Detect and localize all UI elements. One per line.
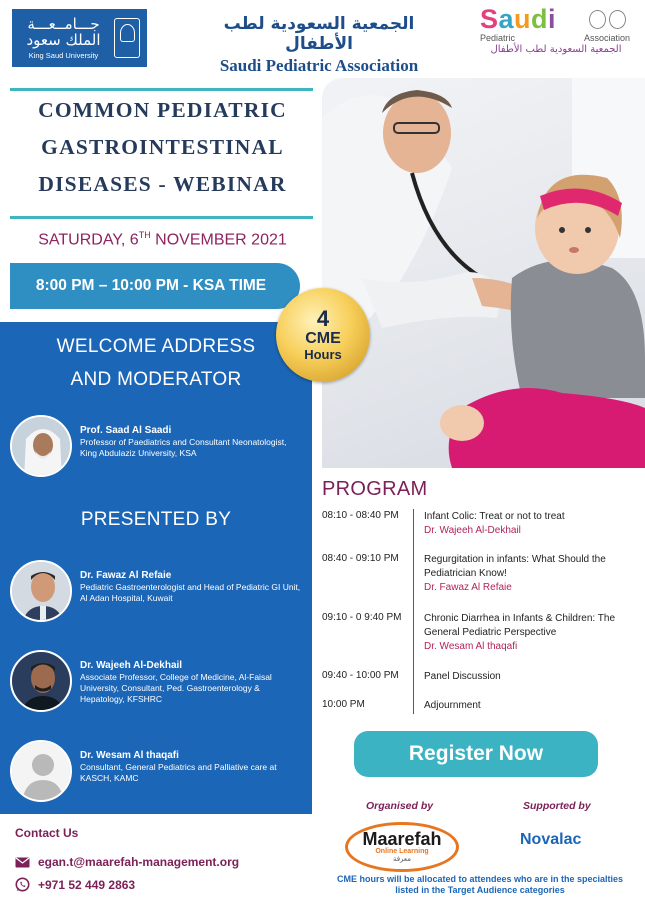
program-topic: Panel Discussion — [424, 671, 501, 682]
contact-email[interactable]: egan.t@maarefah-management.org — [38, 855, 240, 869]
title-top-rule — [10, 88, 313, 91]
moderator-name: Prof. Saad Al Saadi — [80, 425, 172, 436]
cme-label: CME — [305, 330, 341, 347]
event-date: SATURDAY, 6TH NOVEMBER 2021 — [38, 230, 287, 249]
program-topic: Adjournment — [424, 700, 481, 711]
supported-by-label: Supported by — [523, 800, 591, 812]
association-arabic: الجمعية السعودية لطب الأطفال — [223, 14, 415, 54]
welcome-heading-line: WELCOME ADDRESS — [56, 336, 256, 357]
event-title-line: DISEASES - WEBINAR — [38, 172, 287, 196]
ksu-emblem-icon — [114, 18, 140, 58]
cme-hours-badge — [276, 288, 370, 382]
moderator-description: Professor of Paediatrics and Consultant Neonatologist, King Abdulaziz University, KSA — [80, 437, 287, 458]
maarefah-logo — [345, 822, 459, 872]
moderator-card — [10, 415, 305, 477]
spa-logo — [480, 4, 632, 70]
program-time: 10:00 PM — [322, 699, 365, 710]
avatar — [10, 415, 72, 477]
whatsapp-icon — [15, 877, 30, 892]
speakers-panel — [0, 322, 312, 814]
children-faces-icon — [589, 10, 626, 29]
contact-phone-row[interactable] — [15, 877, 135, 892]
presenter-name: Dr. Wajeeh Al-Dekhail — [80, 660, 183, 671]
spa-logo-arabic: الجمعية السعودية لطب الأطفال — [490, 44, 622, 55]
program-time: 09:40 - 10:00 PM — [322, 670, 399, 681]
event-title-line: GASTROINTESTINAL — [41, 135, 284, 159]
presenter-description: Associate Professor, College of Medicine, Al-Faisal University, Consultant, Ped. Gastroenterology & Hepatology, KFSHRC — [80, 672, 272, 704]
title-bottom-rule — [10, 216, 313, 219]
maarefah-arabic: معرفة — [392, 855, 412, 863]
doctor-child-photo — [322, 78, 645, 468]
spa-logo-left: Pediatric — [480, 33, 516, 43]
welcome-heading — [0, 330, 312, 396]
avatar — [10, 650, 72, 712]
presented-by-heading: PRESENTED BY — [80, 509, 232, 530]
event-time: 8:00 PM – 10:00 PM - KSA TIME — [10, 263, 300, 309]
program-speaker: Dr. Wajeeh Al-Dekhail — [424, 525, 521, 536]
register-now-button[interactable]: Register Now — [354, 731, 598, 777]
cme-disclaimer: CME hours will be allocated to attendees who are in the specialties listed in the Target Audience categories — [336, 874, 624, 895]
presenter-name: Dr. Wesam Al thaqafi — [80, 750, 179, 761]
maarefah-sub: Online Learning — [375, 848, 429, 855]
program-time: 08:40 - 09:10 PM — [322, 553, 399, 564]
organised-by-label: Organised by — [366, 800, 434, 812]
avatar — [10, 560, 72, 622]
cme-number: 4 — [316, 306, 330, 331]
contact-phone[interactable]: +971 52 449 2863 — [38, 877, 136, 892]
contact-email-row[interactable] — [15, 855, 239, 869]
program-speaker: Dr. Wesam Al thaqafi — [424, 641, 518, 652]
maarefah-name: Maarefah — [362, 829, 442, 849]
presenter-description: Consultant, General Pediatrics and Palliative care at KASCH, KAMC — [80, 762, 277, 783]
ksu-logo — [12, 9, 147, 67]
presenter-card — [10, 650, 305, 712]
program-topic: Regurgitation in infants: What Should the Pediatrician Know! — [424, 554, 606, 579]
program-topic: Chronic Diarrhea in Infants & Children: The General Pediatric Perspective — [424, 613, 616, 638]
program-time: 09:10 - 0 9:40 PM — [322, 612, 402, 623]
event-title — [10, 92, 315, 203]
presenter-description: Pediatric Gastroenterologist and Head of Pediatric GI Unit, Al Adan Hospital, Kuwait — [80, 582, 301, 603]
program-time: 08:10 - 08:40 PM — [322, 510, 399, 521]
cme-unit: Hours — [304, 347, 342, 362]
contact-title: Contact Us — [15, 826, 79, 840]
program-title: PROGRAM — [322, 478, 428, 500]
spa-logo-word: Saudi — [480, 4, 557, 34]
program-divider — [413, 509, 414, 714]
event-title-line: COMMON PEDIATRIC — [38, 98, 287, 122]
presenter-card — [10, 560, 305, 622]
program-speaker: Dr. Fawaz Al Refaie — [424, 582, 512, 593]
welcome-heading-line: AND MODERATOR — [70, 369, 242, 390]
association-english: Saudi Pediatric Association — [219, 56, 419, 75]
avatar — [10, 740, 72, 802]
program-topic: Infant Colic: Treat or not to treat — [424, 511, 565, 522]
novalac-logo: Novalac — [520, 831, 582, 848]
ksu-arabic-name: جـــامــعـــة الملك سعود — [26, 15, 101, 49]
ksu-english-name: King Saud University — [28, 51, 99, 60]
association-title — [190, 14, 448, 76]
spa-logo-right: Association — [583, 33, 630, 43]
presenter-name: Dr. Fawaz Al Refaie — [80, 570, 172, 581]
presenter-card — [10, 740, 305, 802]
email-icon — [15, 857, 30, 868]
